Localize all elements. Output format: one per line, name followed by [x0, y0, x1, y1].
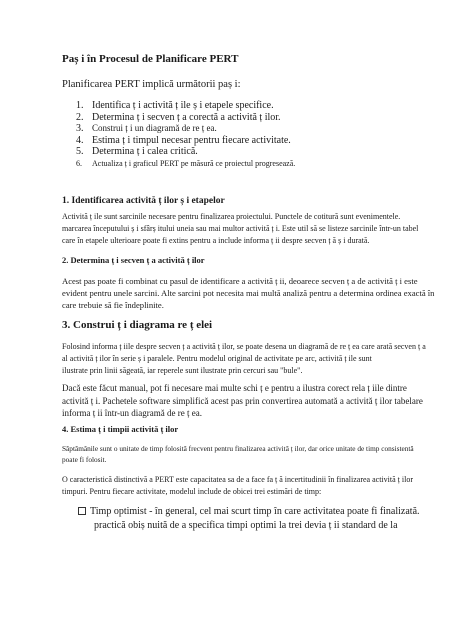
list-item: [76, 112, 295, 124]
steps-list: [76, 100, 295, 169]
step-number: 6.: [76, 158, 82, 168]
step-number: 1.: [76, 100, 84, 111]
step-text: Determina ț i secven ț a corectă a activită ț ilor.: [92, 111, 281, 123]
section-3-heading: 3. Construi ț i diagrama re ț elei: [62, 319, 213, 331]
step-number: 4.: [76, 134, 84, 146]
paragraph-line: care în etapele ulterioare poate fi extins pentru a include informa ț ii despre secven ț ă ș i durată.: [62, 236, 370, 245]
section-2-heading: 2. Determina ț i secven ț a activită ț ilor: [62, 255, 205, 265]
section-2-paragraph: [62, 275, 435, 311]
paragraph-line: Săptămânile sunt o unitate de timp folosită frecvent pentru finalizarea activită ț ilor, dar orice unitate de timp consistentă: [62, 444, 414, 453]
step-number: 3.: [76, 123, 84, 134]
list-item: [76, 158, 295, 170]
section-4-paragraph-a: [62, 443, 422, 465]
section-1-paragraph: [62, 211, 422, 247]
step-number: 2.: [76, 111, 84, 123]
bullet-item: [78, 505, 420, 533]
list-item: [76, 135, 295, 147]
paragraph-line: ilustrate prin linii săgeată, iar reperele sunt ilustrate prin cercuri sau "bule".: [62, 366, 303, 375]
step-text: Determina ț i calea critică.: [92, 146, 198, 157]
step-text: Identifica ț i activită ț ile ș i etapele specifice.: [92, 100, 274, 111]
paragraph-line: timpuri. Pentru fiecare activitate, modelul include de obicei trei estimări de timp:: [62, 487, 322, 496]
section-3-paragraph-b: [62, 382, 422, 420]
paragraph-line: Activită ț ile sunt sarcinile necesare pentru finalizarea proiectului. Punctele de cotitură sunt evenimentele.: [62, 212, 401, 221]
bullet-line: [78, 505, 420, 519]
step-text: Actualiza ț i graficul PERT pe măsură ce proiectul progresează.: [92, 158, 296, 168]
paragraph-line: activită ț i. Pachetele software simplifică acest pas prin convertirea automată a activită ț ilor tabelare: [62, 395, 423, 406]
section-3-paragraph-a: [62, 341, 426, 377]
paragraph-line: Acest pas poate fi combinat cu pasul de identificare a activită ț ii, deoarece secven ț a de activită ț i este: [62, 276, 418, 286]
paragraph-line: informa ț ii într-un diagramă de re ț ea.: [62, 408, 203, 418]
square-bullet-icon: [78, 507, 86, 515]
intro-text: Planificarea PERT implică următorii paș i:: [62, 79, 241, 90]
step-text: Estima ț i timpul necesar pentru fiecare activitate.: [92, 134, 291, 146]
paragraph-line: care trebuie să fie îndeplinite.: [62, 300, 164, 310]
section-4-paragraph-b: [62, 474, 422, 498]
section-4-heading: 4. Estima ț i timpii activită ț ilor: [62, 424, 179, 434]
paragraph-line: Dacă este făcut manual, pot fi necesare mai multe schi ț e pentru a ilustra corect rela ț iile dintre: [62, 383, 407, 393]
paragraph-line: poate fi folosit.: [62, 455, 107, 464]
paragraph-line: marcarea începutului ș i sfârș itului uneia sau mai multor activită ț i. Este util să se listeze sarcinile într-un tabel: [62, 224, 419, 233]
paragraph-line: Folosind informa ț iile despre secven ț a activită ț ilor, se poate desena un diagramă de re ț ea care arată secven ț a: [62, 342, 426, 351]
list-item: [76, 146, 295, 158]
step-number: 5.: [76, 146, 84, 157]
paragraph-line: al activită ț ilor în serie ș i paralele. Pentru modelul original de activitate pe arc, activită ț ile sunt: [62, 354, 372, 363]
paragraph-line: evident pentru unele sarcini. Alte sarcini pot necesita mai multă analiză pentru a determina ordinea exactă în: [62, 288, 435, 298]
step-text: Construi ț i un diagramă de re ț ea.: [92, 123, 217, 133]
list-item: [76, 123, 295, 135]
list-item: [76, 100, 295, 112]
section-1-heading: 1. Identificarea activită ț ilor ș i etapelor: [62, 196, 225, 206]
bullet-text: Timp optimist - în general, cel mai scurt timp în care activitatea poate fi finalizată.: [90, 506, 420, 517]
bullet-line: practică obiș nuită de a specifica timpi optimi la trei devia ț ii standard de la: [94, 520, 398, 531]
doc-title: Paș i în Procesul de Planificare PERT: [62, 53, 239, 65]
paragraph-line: O caracteristică distinctivă a PERT este capacitatea sa de a face fa ț ă incertitudinii în finalizarea activită ț ilor: [62, 475, 413, 484]
